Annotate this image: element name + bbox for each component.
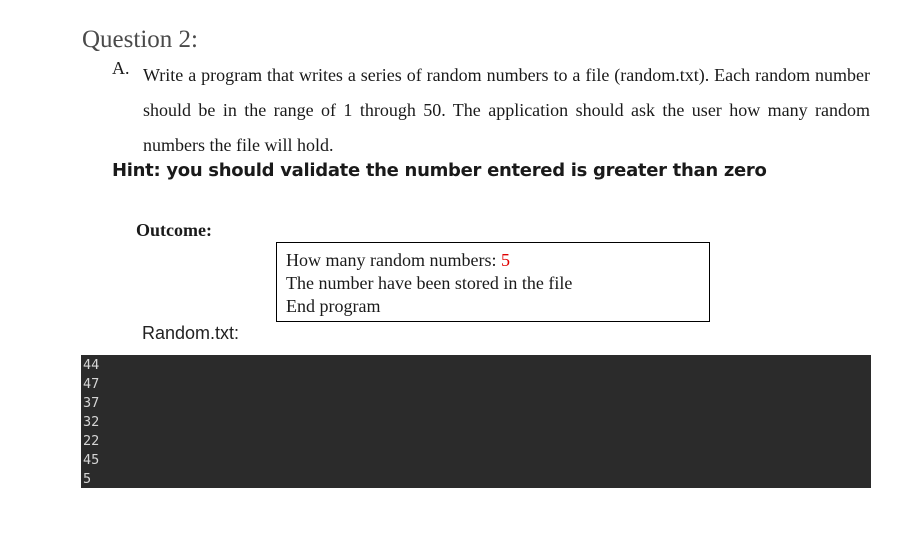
- console-line-end: End program: [286, 296, 381, 316]
- file-line: 44: [83, 357, 100, 373]
- hint-text: Hint: you should validate the number entered is greater than zero: [112, 160, 767, 181]
- file-line: 47: [83, 376, 100, 392]
- outcome-label: Outcome:: [136, 220, 212, 240]
- console-output-box: [276, 242, 710, 322]
- console-prompt: How many random numbers:: [286, 250, 501, 270]
- file-line: 37: [83, 395, 100, 411]
- console-line-stored: The number have been stored in the file: [286, 273, 573, 293]
- file-contents-block: [81, 355, 871, 488]
- question-title: Question 2:: [82, 26, 198, 53]
- file-label: Random.txt:: [142, 323, 240, 343]
- console-prompt-line: [286, 249, 709, 272]
- file-line: 22: [83, 433, 100, 449]
- part-a-text: Write a program that writes a series of random numbers to a file (random.txt). Each random number should be in the range of 1 through 50. The application should ask the user how many random numbers the file will hold.: [143, 65, 870, 155]
- file-line: 32: [83, 414, 100, 430]
- part-a-label: A.: [112, 58, 130, 78]
- file-line: 45: [83, 452, 100, 468]
- console-input-value: 5: [500, 250, 510, 270]
- file-line: 5: [83, 471, 92, 487]
